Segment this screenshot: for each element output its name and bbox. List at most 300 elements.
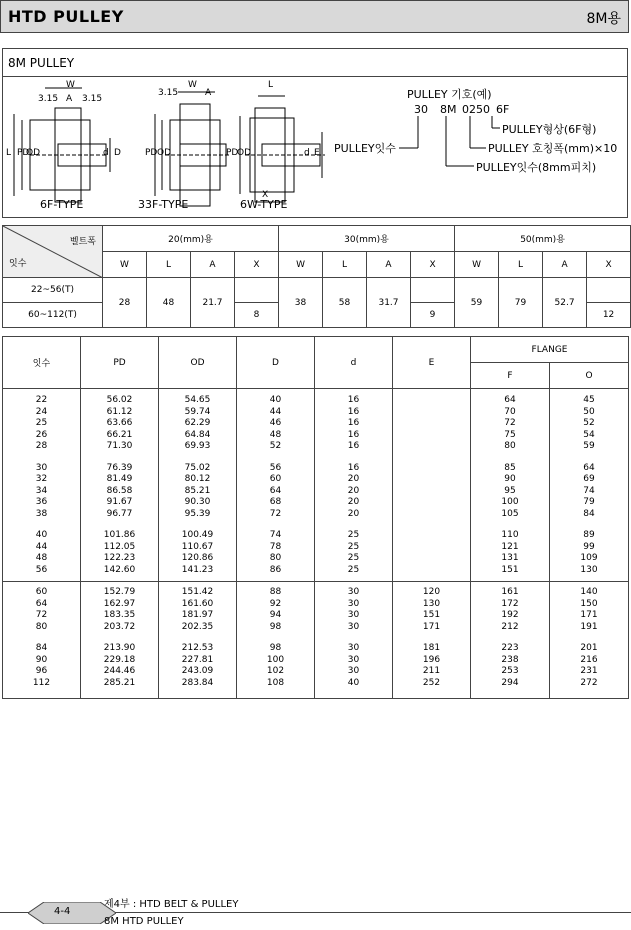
belt-width-table [2, 225, 631, 328]
table-cell-O: 84 [583, 508, 595, 519]
table-cell-E [393, 486, 470, 498]
table-cell-D: 56 [269, 462, 282, 473]
table-cell-d: 20 [347, 497, 360, 507]
table-cell-d: 25 [347, 564, 360, 575]
table-cell-F: 151 [501, 564, 519, 575]
table-cell-d: 30 [347, 598, 360, 609]
table-cell-O: 99 [583, 541, 595, 552]
table-cell-E [393, 542, 470, 554]
dim-pd-label: PD [17, 148, 30, 158]
table-cell-od: 69.93 [184, 441, 211, 451]
dim-l-label: L [6, 148, 12, 158]
type-label-6f: 6F-TYPE [40, 198, 84, 211]
table-cell-teeth: 36 [35, 497, 48, 507]
group-spacer [3, 633, 80, 643]
table-cell-E [393, 463, 470, 475]
table-cell-O: 52 [583, 418, 595, 428]
table-cell-od: 181.97 [181, 610, 214, 620]
col-o-top [550, 389, 629, 582]
group-header-30: 30(mm)용 [279, 226, 455, 252]
table-cell-E: 211 [422, 666, 441, 676]
group-spacer [550, 633, 628, 643]
table-cell-F: 192 [501, 610, 519, 620]
table-cell-pd: 71.30 [106, 441, 133, 451]
table-cell-O: 231 [580, 666, 598, 676]
col-header-w: W [455, 252, 499, 278]
col-big-d-bottom [237, 582, 315, 699]
table-cell-D: 102 [266, 666, 285, 676]
group-spacer [3, 520, 80, 530]
group-spacer [315, 453, 392, 463]
table-cell-O: 79 [583, 497, 595, 507]
drawing-panel-title: 8M PULLEY [8, 56, 75, 70]
col-header-x: X [411, 252, 455, 278]
dim-pd-label: PD [145, 148, 158, 158]
header-o: O [550, 363, 629, 389]
header-pd: PD [81, 337, 159, 389]
table-cell-F: 105 [501, 508, 519, 519]
table-cell-od: 62.29 [184, 418, 211, 428]
dim-315-label: 3.15 [38, 94, 59, 104]
table-cell-d: 25 [347, 541, 360, 552]
table-cell-teeth: 34 [35, 485, 48, 496]
value-50-x: 12 [587, 303, 631, 328]
table-cell-D: 68 [269, 497, 282, 507]
table-cell-od: 85.21 [184, 485, 211, 496]
header-od: OD [159, 337, 237, 389]
table-cell-E: 252 [422, 677, 441, 688]
group-spacer [393, 520, 470, 530]
table-cell-teeth: 32 [35, 474, 48, 484]
pulley-6f-drawing [14, 88, 110, 202]
group-spacer [315, 633, 392, 643]
table-cell-d: 40 [347, 677, 360, 688]
legend-code-shape: 6F [496, 103, 510, 116]
value-20-x-blank [235, 278, 279, 303]
table-cell-F: 75 [504, 429, 516, 440]
dim-a-label: A [205, 88, 212, 98]
table-cell-O: 45 [583, 395, 595, 405]
dim-w-label: W [188, 80, 197, 90]
table-cell-d: 16 [347, 429, 360, 440]
table-cell-d: 16 [347, 418, 360, 428]
table-cell-E [393, 441, 470, 453]
table-cell-od: 90.30 [184, 497, 211, 507]
table-cell-od: 59.74 [184, 406, 211, 417]
dim-l-label: L [268, 80, 274, 90]
col-o-bottom [550, 582, 629, 699]
value-50-a: 52.7 [543, 278, 587, 328]
table-cell-F: 238 [501, 654, 519, 665]
table-cell-teeth: 25 [35, 418, 48, 428]
table-cell-teeth: 44 [35, 541, 48, 552]
group-spacer [159, 633, 236, 643]
table-cell-teeth: 28 [35, 441, 48, 451]
dim-d-small-label: d [304, 148, 310, 158]
table-cell-pd: 122.23 [103, 553, 136, 563]
table-cell-D: 60 [269, 474, 282, 484]
col-small-d-bottom [315, 582, 393, 699]
table-cell-E [393, 509, 470, 521]
table-cell-d: 20 [347, 508, 360, 519]
table-cell-F: 70 [504, 406, 516, 417]
table-cell-F: 172 [501, 598, 519, 609]
header-flange: FLANGE [471, 337, 629, 363]
table-cell-pd: 96.77 [106, 508, 133, 519]
col-header-w: W [279, 252, 323, 278]
table-cell-D: 98 [269, 643, 282, 653]
col-header-l: L [147, 252, 191, 278]
group-spacer [159, 520, 236, 530]
value-30-a: 31.7 [367, 278, 411, 328]
table-cell-od: 110.67 [181, 541, 214, 552]
col-od-bottom [159, 582, 237, 699]
table-cell-teeth: 24 [35, 406, 48, 417]
table-cell-od: 141.23 [181, 564, 214, 575]
value-20-a: 21.7 [191, 278, 235, 328]
value-50-x-blank [587, 278, 631, 303]
table-cell-teeth: 40 [35, 530, 48, 540]
dim-od-label: OD [26, 148, 41, 158]
table-cell-od: 120.86 [181, 553, 214, 563]
group-header-20: 20(mm)용 [103, 226, 279, 252]
row-label-22-56: 22~56(T) [3, 278, 103, 303]
table-cell-d: 30 [347, 587, 360, 597]
type-label-33f: 33F-TYPE [138, 198, 189, 211]
table-cell-pd: 76.39 [106, 462, 133, 473]
table-cell-F: 161 [501, 587, 519, 597]
value-30-l: 58 [323, 278, 367, 328]
group-spacer [237, 453, 314, 463]
group-spacer [237, 633, 314, 643]
dim-e-label: E [314, 148, 320, 158]
group-spacer [315, 520, 392, 530]
table-cell-E [393, 530, 470, 542]
table-cell-od: 95.39 [184, 508, 211, 519]
table-cell-teeth: 64 [35, 598, 48, 609]
col-f-top [471, 389, 550, 582]
legend-code-width: 0250 [462, 103, 490, 116]
table-cell-teeth: 22 [35, 395, 48, 405]
table-cell-teeth: 72 [35, 610, 48, 620]
table-cell-pd: 142.60 [103, 564, 136, 575]
group-spacer [471, 453, 549, 463]
table-cell-F: 85 [504, 462, 516, 473]
dim-pd-label: PD [226, 148, 239, 158]
corner-label-belt-width: 벨트폭 [69, 237, 96, 247]
table-cell-teeth: 90 [35, 654, 48, 665]
value-20-l: 48 [147, 278, 191, 328]
table-cell-D: 72 [269, 508, 282, 519]
dim-d-small-label: d [103, 148, 109, 158]
legend-code-pitch: 8M [440, 103, 457, 116]
table-cell-od: 283.84 [181, 677, 214, 688]
table-cell-pd: 285.21 [103, 677, 136, 688]
table-cell-E [393, 553, 470, 565]
legend-teeth: PULLEY잇수 [334, 142, 396, 155]
group-spacer [3, 453, 80, 463]
header-big-d: D [237, 337, 315, 389]
col-header-l: L [323, 252, 367, 278]
col-big-d-top [237, 389, 315, 582]
col-small-d-top [315, 389, 393, 582]
table-cell-O: 150 [580, 598, 598, 609]
legend-pitch: PULLEY잇수(8mm피치) [476, 161, 597, 174]
table-cell-od: 75.02 [184, 462, 211, 473]
table-cell-d: 20 [347, 485, 360, 496]
table-cell-pd: 112.05 [103, 541, 136, 552]
table-cell-od: 212.53 [181, 643, 214, 653]
dim-w-label: W [66, 80, 75, 90]
table-cell-od: 227.81 [181, 654, 214, 665]
col-pd-bottom [81, 582, 159, 699]
table-cell-F: 212 [501, 621, 519, 632]
table-cell-O: 109 [580, 553, 598, 563]
table-cell-E [393, 474, 470, 486]
footer-section-title: 8M HTD PULLEY [104, 916, 184, 927]
header-e: E [393, 337, 471, 389]
group-header-50: 50(mm)용 [455, 226, 631, 252]
table-cell-teeth: 38 [35, 508, 48, 519]
table-cell-F: 72 [504, 418, 516, 428]
table-cell-pd: 86.58 [106, 485, 133, 496]
col-teeth-bottom [3, 582, 81, 699]
table-cell-O: 59 [583, 441, 595, 451]
table-cell-E: 151 [422, 610, 441, 620]
table-corner-cell [3, 226, 103, 278]
table-cell-D: 40 [269, 395, 282, 405]
table-cell-d: 20 [347, 474, 360, 484]
group-spacer [393, 453, 470, 463]
table-cell-d: 30 [347, 654, 360, 665]
table-cell-O: 74 [583, 485, 595, 496]
table-cell-teeth: 84 [35, 643, 48, 653]
table-cell-pd: 162.97 [103, 598, 136, 609]
value-50-l: 79 [499, 278, 543, 328]
table-cell-E [393, 565, 470, 577]
col-e-top [393, 389, 471, 582]
col-header-a: A [367, 252, 411, 278]
table-cell-D: 94 [269, 610, 282, 620]
page-title: HTD PULLEY [8, 7, 124, 26]
table-cell-pd: 63.66 [106, 418, 133, 428]
table-cell-D: 80 [269, 553, 282, 563]
group-spacer [550, 520, 628, 530]
pulley-6w-drawing [240, 96, 325, 202]
table-cell-D: 44 [269, 406, 282, 417]
col-f-bottom [471, 582, 550, 699]
table-cell-E [393, 497, 470, 509]
table-cell-D: 78 [269, 541, 282, 552]
table-cell-O: 171 [580, 610, 598, 620]
row-label-60-112: 60~112(T) [3, 303, 103, 328]
table-cell-od: 243.09 [181, 666, 214, 676]
table-cell-teeth: 112 [32, 677, 51, 688]
group-spacer [471, 520, 549, 530]
group-spacer [550, 453, 628, 463]
group-spacer [237, 520, 314, 530]
legend-shape: PULLEY형상(6F형) [502, 123, 597, 136]
table-cell-od: 64.84 [184, 429, 211, 440]
col-header-a: A [543, 252, 587, 278]
table-cell-pd: 203.72 [103, 621, 136, 632]
table-cell-d: 16 [347, 441, 360, 451]
table-cell-pd: 61.12 [106, 406, 133, 417]
table-cell-pd: 81.49 [106, 474, 133, 484]
group-spacer [81, 633, 158, 643]
value-30-w: 38 [279, 278, 323, 328]
dim-od-label: OD [157, 148, 172, 158]
table-cell-O: 50 [583, 406, 595, 417]
table-cell-O: 130 [580, 564, 598, 575]
page-number-badge [28, 902, 116, 924]
value-50-w: 59 [455, 278, 499, 328]
table-cell-teeth: 80 [35, 621, 48, 632]
table-cell-od: 80.12 [184, 474, 211, 484]
table-cell-od: 202.35 [181, 621, 214, 632]
table-cell-pd: 101.86 [103, 530, 136, 540]
table-cell-F: 95 [504, 485, 516, 496]
table-cell-pd: 229.18 [103, 654, 136, 665]
dim-315-label: 3.15 [158, 88, 179, 98]
legend-width: PULLEY 호칭폭(mm)×10 [488, 142, 618, 155]
col-header-x: X [587, 252, 631, 278]
table-cell-pd: 91.67 [106, 497, 133, 507]
dim-315-label: 3.15 [82, 94, 103, 104]
table-cell-F: 64 [504, 395, 516, 405]
table-cell-teeth: 56 [35, 564, 48, 575]
table-cell-O: 140 [580, 587, 598, 597]
table-cell-d: 25 [347, 553, 360, 563]
table-cell-O: 69 [583, 474, 595, 484]
table-cell-O: 191 [580, 621, 598, 632]
table-cell-d: 30 [347, 621, 360, 632]
table-cell-D: 48 [269, 429, 282, 440]
table-cell-teeth: 26 [35, 429, 48, 440]
table-cell-F: 90 [504, 474, 516, 484]
table-cell-E [393, 430, 470, 442]
table-cell-d: 25 [347, 530, 360, 540]
table-cell-pd: 183.35 [103, 610, 136, 620]
legend-title: PULLEY 기호(예) [407, 88, 492, 101]
table-cell-d: 16 [347, 395, 360, 405]
table-cell-D: 100 [266, 654, 285, 665]
table-cell-E [393, 418, 470, 430]
legend-code-teeth: 30 [414, 103, 428, 116]
col-header-a: A [191, 252, 235, 278]
header-teeth: 잇수 [3, 337, 81, 389]
dim-d-label: D [114, 148, 121, 158]
col-pd-top [81, 389, 159, 582]
table-cell-D: 108 [266, 677, 285, 688]
col-od-top [159, 389, 237, 582]
table-cell-D: 64 [269, 485, 282, 496]
table-cell-E [393, 407, 470, 419]
group-spacer [471, 633, 549, 643]
table-cell-od: 100.49 [181, 530, 214, 540]
table-cell-d: 30 [347, 666, 360, 676]
value-20-x: 8 [235, 303, 279, 328]
value-30-x-blank [411, 278, 455, 303]
header-f: F [471, 363, 550, 389]
table-cell-O: 272 [580, 677, 598, 688]
table-cell-E [393, 395, 470, 407]
table-cell-F: 131 [501, 553, 519, 563]
table-cell-O: 89 [583, 530, 595, 540]
dim-od-label: OD [237, 148, 252, 158]
col-header-l: L [499, 252, 543, 278]
value-20-w: 28 [103, 278, 147, 328]
table-cell-F: 223 [501, 643, 519, 653]
header-small-d: d [315, 337, 393, 389]
table-cell-teeth: 48 [35, 553, 48, 563]
table-cell-E: 130 [422, 598, 441, 609]
table-cell-E: 196 [422, 654, 441, 665]
footer-part-title: 제4부 : HTD BELT & PULLEY [104, 899, 239, 910]
table-cell-d: 30 [347, 643, 360, 653]
table-cell-pd: 152.79 [103, 587, 136, 597]
table-cell-d: 16 [347, 462, 360, 473]
type-label-6w: 6W-TYPE [240, 198, 288, 211]
table-cell-E: 120 [422, 587, 441, 597]
table-cell-od: 54.65 [184, 395, 211, 405]
table-cell-d: 30 [347, 610, 360, 620]
table-cell-D: 52 [269, 441, 282, 451]
value-30-x: 9 [411, 303, 455, 328]
corner-label-teeth: 잇수 [9, 259, 27, 269]
table-cell-pd: 56.02 [106, 395, 133, 405]
table-cell-pd: 213.90 [103, 643, 136, 653]
table-cell-F: 294 [501, 677, 519, 688]
table-cell-pd: 66.21 [106, 429, 133, 440]
col-teeth-top [3, 389, 81, 582]
table-cell-D: 92 [269, 598, 282, 609]
table-cell-D: 88 [269, 587, 282, 597]
table-cell-F: 110 [501, 530, 519, 540]
table-cell-D: 98 [269, 621, 282, 632]
col-header-w: W [103, 252, 147, 278]
group-spacer [393, 633, 470, 643]
table-cell-F: 80 [504, 441, 516, 451]
table-cell-D: 86 [269, 564, 282, 575]
table-cell-D: 46 [269, 418, 282, 428]
table-cell-teeth: 96 [35, 666, 48, 676]
col-e-bottom [393, 582, 471, 699]
dim-x-label: X [262, 190, 269, 200]
pulley-dimension-table [2, 336, 629, 699]
table-cell-od: 151.42 [181, 587, 214, 597]
table-cell-O: 64 [583, 462, 595, 473]
group-spacer [159, 453, 236, 463]
table-cell-D: 74 [269, 530, 282, 540]
table-cell-F: 253 [501, 666, 519, 676]
table-cell-F: 121 [501, 541, 519, 552]
table-cell-O: 201 [580, 643, 598, 653]
table-cell-d: 16 [347, 406, 360, 417]
header-category-label: 8M용 [586, 11, 621, 27]
table-cell-pd: 244.46 [103, 666, 136, 676]
group-spacer [81, 453, 158, 463]
group-spacer [81, 520, 158, 530]
table-cell-O: 216 [580, 654, 598, 665]
table-cell-teeth: 60 [35, 587, 48, 597]
col-header-x: X [235, 252, 279, 278]
page-number: 4-4 [54, 906, 71, 917]
table-cell-O: 54 [583, 429, 595, 440]
dim-a-label: A [66, 94, 73, 104]
table-cell-teeth: 30 [35, 462, 48, 473]
table-cell-E: 171 [422, 621, 441, 632]
